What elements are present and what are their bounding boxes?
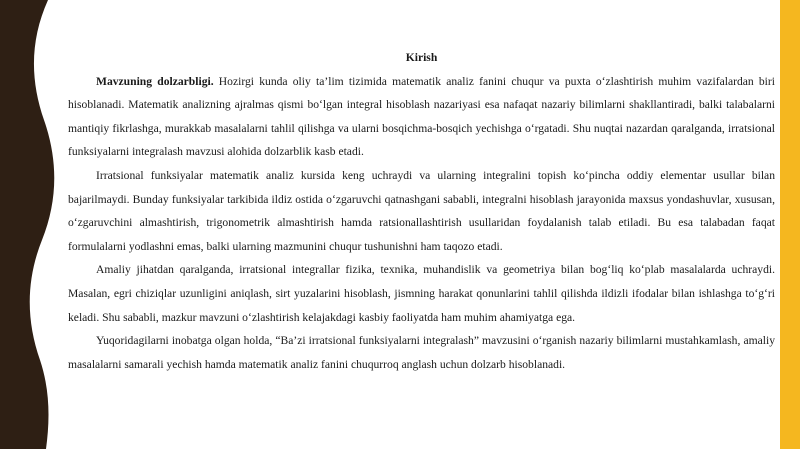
left-band-shape: [0, 0, 54, 449]
paragraph-4-text: Yuqoridagilarni inobatga olgan holda, “Ba’zi irratsional funksiyalarni integralash” mavzusini o‘rganish nazariy bilimlarni mustahkamlash, amaliy masalalarni samarali yechish hamda matematik analiz fanini chuqurroq anglash uchun dolzarb hisoblanadi.: [68, 334, 775, 371]
paragraph-3-text: Amaliy jihatdan qaralganda, irratsional integrallar fizika, texnika, muhandislik va geometriya bilan bog‘liq ko‘plab masalalarda uchraydi. Masalan, egri chiziqlar uzunligini aniqlash, sirt yuzalarini hisoblash, jismning harakat qonunlarini tahlil qilishda ildizli ifodalar bilan ishlashga to‘g‘ri keladi. Shu sababli, mazkur mavzuni o‘zlashtirish kelajakdagi kasbiy faoliyatda ham muhim ahamiyatga ega.: [68, 263, 775, 324]
page-title: Kirish: [405, 51, 438, 64]
paragraph-1-text: Hozirgi kunda oliy ta’lim tizimida matematik analiz fanini chuqur va puxta o‘zlashtirish muhim vazifalardan biri hisoblanadi. Matematik analizning ajralmas qismi bo‘lgan integral hisoblash nazariyasi esa nafaqat nazariy bilimlarni shakllantiradi, balki talabalarni mantiqiy fikrlashga, murakkab masalalarni tahlil qilishga va ularni bosqichma-bosqich yechishga o‘rgatadi. Shu nuqtai nazardan qaralganda, irratsional funksiyalarni integralash mavzusi alohida dolzarblik kasb etadi.: [68, 74, 775, 159]
paragraph-2: [68, 164, 775, 258]
decorative-left-wave-band: [0, 0, 60, 449]
document-body: [68, 46, 775, 376]
paragraph-3: [68, 258, 775, 329]
paragraph-lead-label: Mavzuning dolzarbligi.: [96, 74, 214, 88]
paragraph-2-text: Irratsional funksiyalar matematik analiz kursida keng uchraydi va ularning integralini topish ko‘pincha oddiy elementar usullar bilan bajarilmaydi. Bunday funksiyalar tarkibida ildiz ostida o‘zgaruvchi qatnashgani sababli, integralni hisoblash jarayonida maxsus yondashuvlar, xususan, o‘zgaruvchini almashtirish, trigonometrik almashtirish hamda ratsionallashtirish usullaridan foydalanish talab etiladi. Bu esa talabadan faqat formulalarni yodlashni emas, balki ularning mazmunini chuqur tushunishni ham taqozo etadi.: [68, 168, 775, 253]
paragraph-4: [68, 329, 775, 376]
decorative-right-accent-bar: [780, 0, 800, 449]
paragraph-1: [68, 70, 775, 164]
